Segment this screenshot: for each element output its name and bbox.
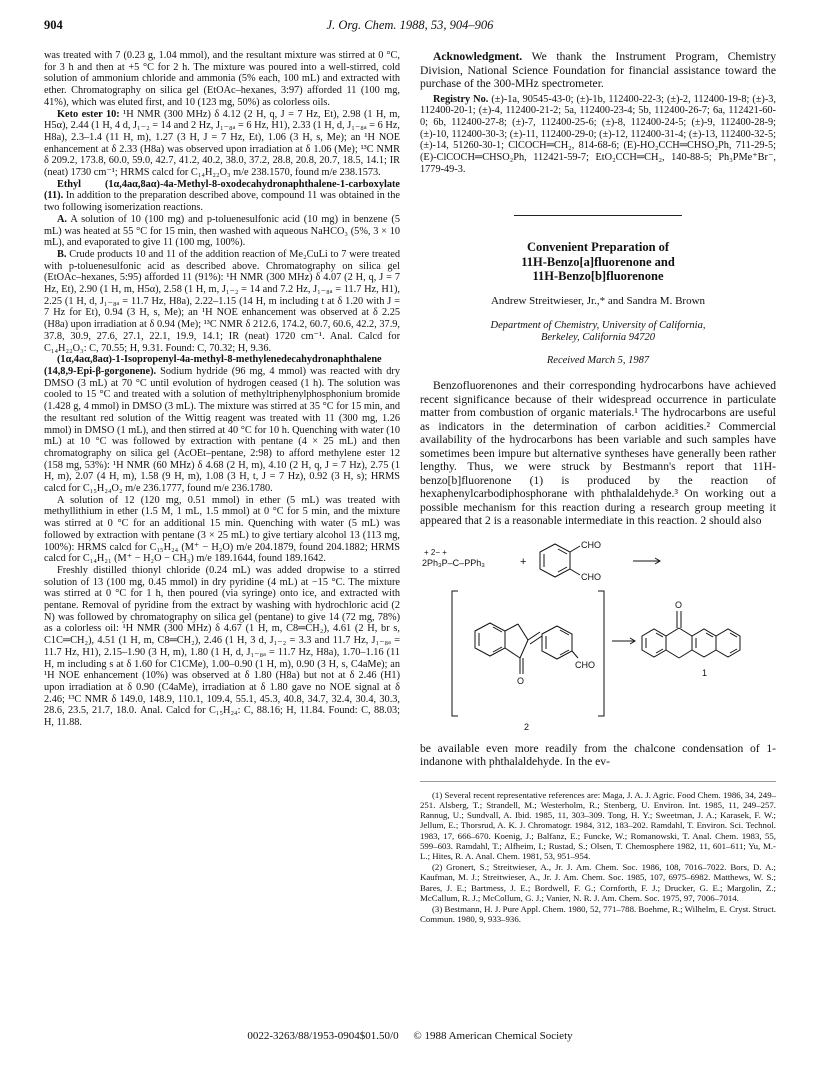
registry-numbers [420,94,776,176]
paragraph-heading: B. [57,248,67,260]
registry-heading: Registry No. [433,93,489,105]
reaction-scheme [420,536,776,736]
paragraph: was treated with 7 (0.23 g, 1.04 mmol), and the resultant mixture was stirred at 0 °C, for 3 h and then at +5 °C for 2 h. The mixture was poured into a well-stirred, cold solution of ammonium chloride and ammonia (5% each, 100 mL) and extracted with ether. Chromatography on silica gel (EtOAc–hexanes, 3:97) afforded 11 (100 mg, 41%), which was eluted first, and 10 (123 mg, 50%) as colorless oils. [44,50,400,108]
paragraph [44,249,400,354]
article-title: Convenient Preparation of 11H-Benzo[a]fluorenone and 11H-Benzo[b]fluorenone [521,240,675,284]
oxygen-label: O [517,675,525,686]
paragraph: A solution of 12 (120 mg, 0.51 mmol) in ether (5 mL) was treated with methyllithium in ether (1.5 M, 1 mL, 1.5 mmol) at 0 °C for 5 min, and the mixture was stirred at 0 °C for an additional 15 min. Quenching with water (5 mL) was followed by extraction with pentane (3 × 25 mL) to give tertiary alcohol 13 (113 mg, 100%): HRMS calcd for C₁₅H₂₄ (M⁺ − H₂O) m/e 204.1879, found 204.1882; HRMS calcd for C₁₄H₂₁ (M⁺ − H₂O − CH₃) m/e 189.1644, found 189.1642. [44,494,400,565]
paragraph: Benzofluorenones and their corresponding hydrocarbons have achieved recent significance because of their widespread occurrence in particulate matter from combustion of organic materials.¹ The hydrocarbons are useful as indicators in the determination of carbon acidities.² Commercial availability of the hydrocarbons has been variable and such samples have sometimes been impure but alternative syntheses have generally been rather lengthy. Thus, we were struck by Bestmann's report that 11H-benzo[b]fluorenone (1) is produced by the reaction of hexaphenylcarbodiphosphorane with phthalaldehyde.³ On working out a possible mechanism for this reaction during a research group meeting it appeared that 2 is a reasonable intermediate in this reaction. 2 should also [420,379,776,528]
reference-item: (1) Several recent representative references are: Maga, J. A. J. Agric. Food Chem. 1986, 34, 249–251. Alsberg, T.; Strandell, M.; Westerholm, R.; Stenberg, U. Environ. Int. 1985, 11, 249–257. Rannug, U.; Sundvall, A. Ibid. 1985, 11, 303–309. Tong, H. Y.; Sweetman, J. A.; Karasek, F. W.; Jellum, E.; Thorsrud, A. K. J. Chromatogr. 1984, 312, 183–202. Ramdahl, T. Environ. Sci. Technol. 1983, 17, 666–670. Koenig, J.; Balfanz, E.; Funcke, W.; Romanowski, T. Anal. Chem. 1983, 55, 599–603. Ramdahl, T.; Alfheim, I.; Rustad, S.; Olsen, T. Chemosphere 1982, 11, 601–611; Yu, M.-L.; Hites, R. A. Anal. Chem. 1981, 53, 951–954. [420,789,776,862]
acknowledgment-heading: Acknowledgment. [433,50,523,63]
reagent-label: 2Ph₃P–C–PPh₃ [422,557,485,568]
authors: Andrew Streitwieser, Jr.,* and Sandra M. Brown [490,294,706,307]
paragraph [44,354,400,494]
article-code: 0022-3263/88/1953-0904$01.50/0 [247,1030,399,1042]
paragraph-heading: Keto ester 10: [57,108,120,120]
paragraph [44,214,400,249]
acknowledgment [420,50,776,91]
reference-item: (3) Bestmann, H. J. Pure Appl. Chem. 1980, 52, 771–788. Boehme, R.; Wilhelm, E. Cryst. Struct. Commun. 1980, 9, 933–936. [420,904,776,925]
section-divider [514,215,682,216]
right-column [420,50,776,925]
paragraph: be available even more readily from the chalcone condensation of 1-indanone with phthalaldehyde. In the ev- [420,741,776,769]
paragraph-text: ¹H NMR (300 MHz) δ 4.12 (2 H, q, J = 7 Hz, Et), 2.98 (1 H, m, H5α), 2.44 (1 H, 4 d, J₁₋₂ = 14 and 2 Hz, J₁₋₈ₐ = 6 Hz, H1), 2.33 (1 H, d, J₁₋₈ₐ = 6 Hz, H8a), 2.3–1.4 (11 H, m), 1.27 (3 H, J = 7 Hz, Et), 1.06 (3 H, s, Me); an ¹H NOE enhancement at δ 2.33 (H8a) was observed upon irradiation at δ 1.06 (Me); ¹³C NMR δ 209.2, 173.8, 60.0, 59.0, 42.7, 41.2, 40.2, 38.0, 37.2, 28.8, 20.8, 20.7, 18.5, 14.1; IR (neat) 1730 cm⁻¹; HRMS calcd for C₁₄H₂₂O₃ m/e 238.1570, found m/e 238.1573. [44,108,400,179]
paragraph: Freshly distilled thionyl chloride (0.24 mL) was added dropwise to a stirred solution of 13 (100 mg, 0.45 mmol) in dry pyridine (4 mL) at −15 °C. The mixture was stirred at 0 °C for 1 h, then poured (via syringe) onto ice, and extracted with pentane. Removal of pyridine from the extract by washing with hydrochloric acid (2 N) was followed by chromatography on silica gel (pentane) to give 14 (72 mg, 78%) as a colorless oil: ¹H NMR (300 MHz) δ 4.67 (1 H, m, C8═CH₂), 4.61 (2 H, br s, C1C═CH₂), 4.51 (1 H, m, C8═CH₂), 2.46 (1 H, 3 d, J₁₋₂ = 3.3 and 11.7 Hz, J₁₋₈ₐ = 11.7 Hz, H1), 2.15–1.90 (3 H, m), 1.80 (1 H, d, J₁₋₈ₐ = 11.7 Hz, H8a), 1.70–1.16 (11 H, m including s at δ 1.60 for C1CMe), 1.00–0.90 (1 H, m), 0.90 (3 H, s, C4aMe); an ¹H NOE enhancement (10%) was observed at δ 1.80 (H8a) but not at δ 2.46 (H1) upon irradiation at δ 0.90 (C4aMe), irradiation at δ 1.80 gave no NOE signal at δ 2.46; ¹³C NMR δ 149.0, 148.9, 110.1, 109.4, 55.1, 45.3, 40.8, 34.7, 32.4, 30.4, 30.3, 28.6, 23.5, 21.7, 18.0. Anal. Calcd for C₁₅H₂₄: C, 88.16; H, 11.84. Found: C, 88.03; H, 11.88. [44,564,400,729]
compound-number-1: 1 [702,667,708,678]
paragraph-text: A solution of 10 (100 mg) and p-toluenesulfonic acid (10 mg) in benzene (5 mL) was heated at 55 °C for 15 min, then washed with aqueous NaHCO₃ (5%, 3 × 10 mL), and evaporated to give 11 (100 mg, 100%). [44,213,400,249]
compound-heading: Ethyl (1α,4aα,8aα)-4a-Methyl-8-oxodecahydronaphthalene-1-carboxylate (11). [44,178,400,202]
aldehyde-label: CHO [575,659,595,670]
plus-sign: + [520,555,527,568]
acknowledgment-text: We thank the Instrument Program, Chemistry Division, National Science Foundation for financial assistance toward the purchase of the 300-MHz spectrometer. [420,50,776,90]
affiliation: Department of Chemistry, University of California, Berkeley, California 94720 [490,319,706,344]
copyright: © 1988 American Chemical Society [413,1030,573,1042]
right-bracket [598,591,604,716]
aldehyde-label: CHO [581,571,601,582]
page-footer [0,1030,820,1042]
left-bracket [452,591,458,716]
compound-number-2: 2 [524,721,530,732]
journal-citation: J. Org. Chem. 1988, 53, 904–906 [326,18,494,32]
page-header [44,18,776,36]
paragraph-text: Crude products 10 and 11 of the addition reaction of Me₂CuLi to 7 were treated with p-toluenesulfonic acid as described above. Chromatography on silica gel (EtOAc–hexanes, 5:95) afforded 11 (91%): ¹H NMR (300 MHz) δ 4.07 (2 H, q, J = 7 Hz, Et), 2.90 (1 H, m, H5α), 2.58 (1 H, m, J₁₋₂ = 14 and 7.2 Hz, J₁₋₈ₐ = 11.7 Hz, H1), 2.25 (1 H, d, J₁₋₈ₐ = 11.7 Hz, H8a), 2.22–1.15 (14 H, m including t at δ 1.20 with J = 7 Hz for Et), 0.94 (3 H, s, Me); an ¹H NOE enhancement was observed at δ 2.25 (H8a) upon irradiation at δ 0.94 (Me); ¹³C NMR δ 212.6, 174.2, 60.7, 60.6, 42.2, 37.9, 37.8, 30.9, 27.6, 27.1, 22.1, 19.9, 14.1; IR (neat) 1720 cm⁻¹. Anal. Calcd for C₁₄H₂₂O₃: C, 70.55; H, 9.31. Found: C, 70.32; H, 9.36. [44,248,400,354]
paragraph-text: Sodium hydride (96 mg, 4 mmol) was reacted with dry DMSO (3 mL) at 70 °C until evolution of hydrogen ceased (1 h). The solution was cooled to 15 °C and treated with a solution of methyltriphenylphosphonium bromide (1.428 g, 4 mmol) in DMSO (3 mL). The mixture was stirred at 35 °C for 15 min, and the resultant red solution of the Wittig reagent was treated with 11 (300 mg, 1.26 mmol) in DMSO (1 mL), and then stirred at 40 °C for 10 h. Quenching with water (10 mL) at 10 °C was followed by extraction with pentane (4 × 25 mL) and then chromatography on silica gel (AcOEt–pentane, 2:98) to afford methylene ester 12 (158 mg, 53%): ¹H NMR (60 MHz) δ 4.68 (2 H, m), 4.10 (2 H, q, J = 7 Hz), 2.75 (1 H, m), 2.07 (4 H, m), 1.58 (9 H, m), 1.08 (3 H, t, J = 7 Hz), 0.92 (3 H, s); HRMS calcd for C₁₅H₂₄O₂ m/e 236.1777, found m/e 236.1780. [44,365,400,495]
registry-text: (±)-1a, 90545-43-0; (±)-1b, 112400-22-3; (±)-2, 112400-19-8; (±)-3, 112400-20-1; (±)-4, 112400-21-2; 5a, 112400-23-4; 5b, 112400-26-7; 6a, 112421-60-0; 6b, 112400-27-8; (±)-7, 112400-25-6; (±)-8, 112400-24-5; (±)-9, 112400-28-9; (±)-10, 112400-30-3; (±)-11, 112400-29-0; (±)-12, 112400-31-4; (±)-13, 112400-32-5; (±)-14, 51260-30-1; ClCOCH═CH₂, 814-68-6; (E)-HO₂CCH═CHSO₂Ph, 711-29-5; (E)-ClCOCH═CHSO₂Ph, 112421-59-7; EtO₂CCH═CH₂, 140-88-5; Ph₃PMe⁺Br⁻, 1779-49-3. [420,93,776,175]
paragraph-heading: A. [57,213,68,225]
received-date: Received March 5, 1987 [546,354,650,366]
oxygen-label: O [675,599,683,610]
reagent-charges: + 2− + [424,547,447,557]
paragraph [44,109,400,179]
reference-item: (2) Gronert, S.; Streitwieser, A., Jr. J. Am. Chem. Soc. 1986, 108, 7016–7022. Bors, D. A.; Kaufman, M. J.; Streitwieser, A., Jr. J. Am. Chem. Soc. 1985, 107, 6975–6982. Matthews, W. S.; Bares, J. E.; Bartmess, J. E.; Bordwell, F. G.; Cornforth, F. J.; Drucker, G. E.; Margolin, Z.; McCallum, R. J.; McCollum, G. J.; Vanier, N. R. J. Am. Chem. Soc. 1975, 97, 7006–7014. [420,862,776,903]
aldehyde-label: CHO [581,539,601,550]
compound-heading: (1α,4aα,8aα)-1-Isopropenyl-4a-methyl-8-methylenedecahydronaphthalene (14,8,9-Epi-β-gorgonene). [44,354,382,377]
references [420,781,776,925]
scheme-drawing [420,536,776,736]
paragraph-text: In addition to the preparation described above, compound 11 was obtained in the two following isomerization reactions. [44,190,400,214]
paragraph [44,179,400,214]
left-column [44,50,400,729]
page-number: 904 [44,18,63,32]
